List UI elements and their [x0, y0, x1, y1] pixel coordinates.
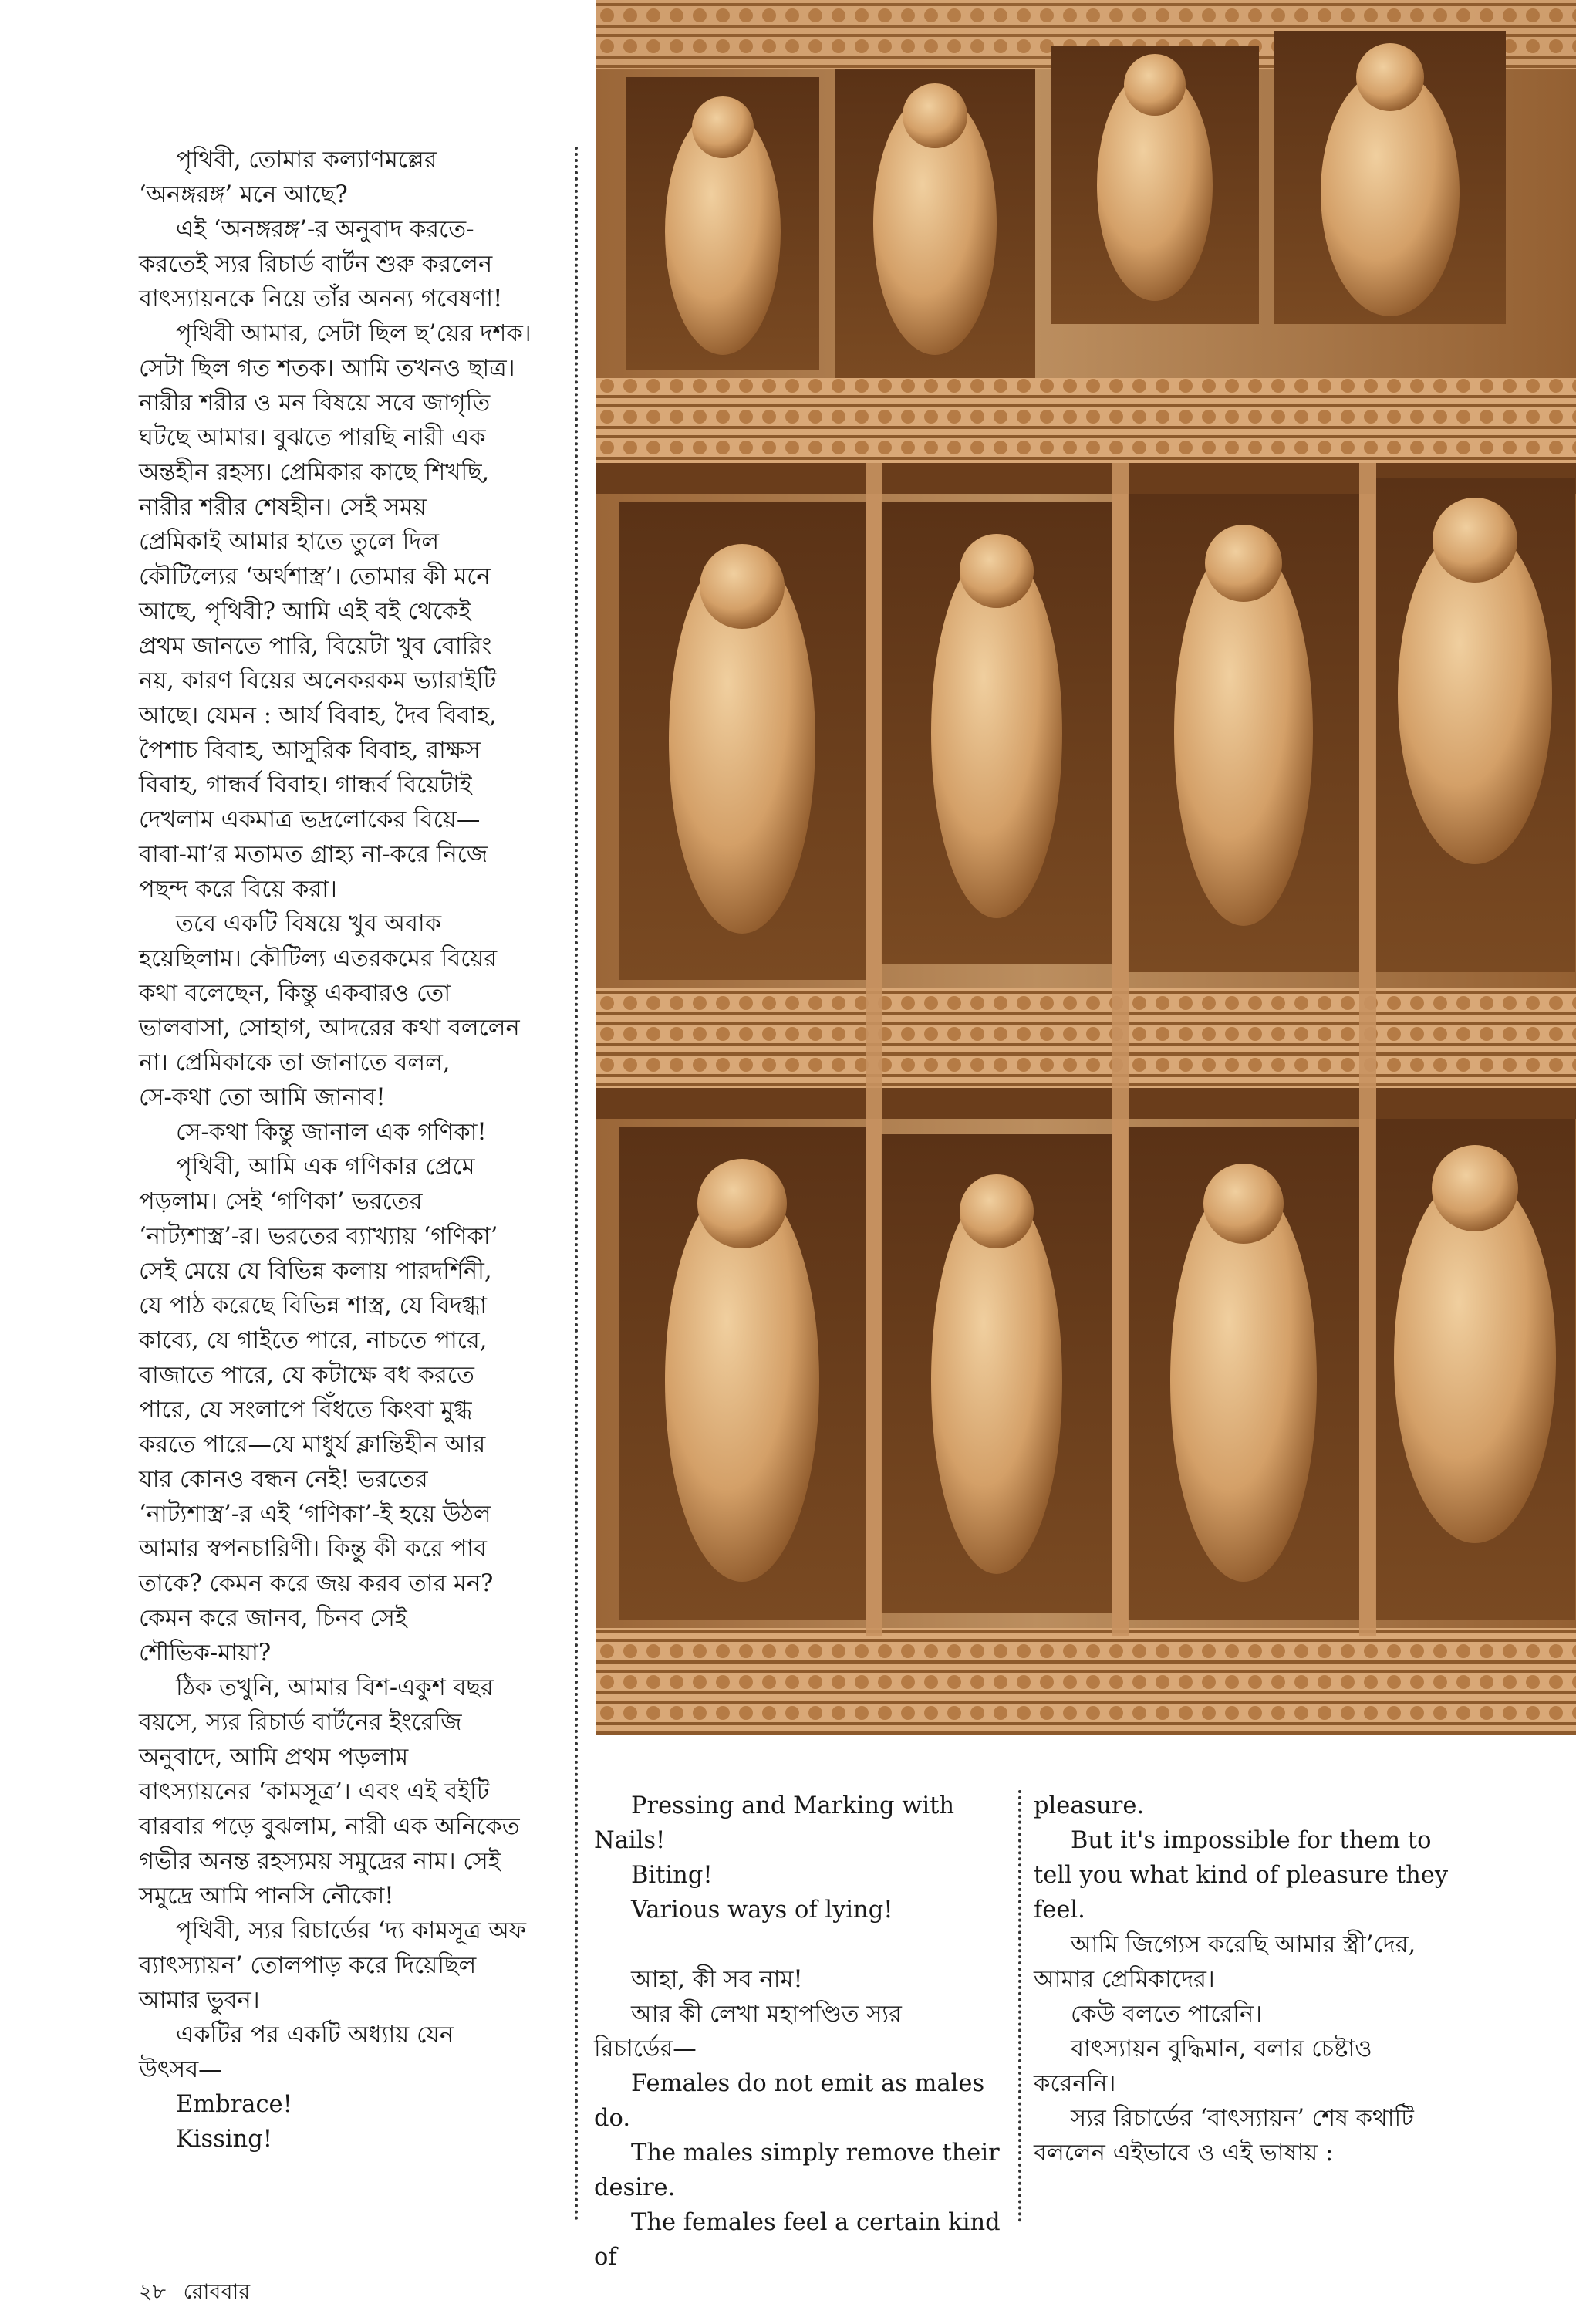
- middle-text-column: [594, 1789, 1003, 2275]
- text-line: সমুদ্রে আমি পানসি নৌকো!: [139, 1883, 394, 1910]
- text-line: কৌটিল্যের ‘অর্থশাস্ত্র’। তোমার কী মনে: [139, 563, 491, 590]
- text-line: ঘটছে আমার। বুঝতে পারছি নারী এক: [139, 424, 486, 451]
- text-line: Pressing and Marking with Nails!: [594, 1792, 954, 1854]
- text-line: সে-কথা তো আমি জানাব!: [139, 1084, 386, 1111]
- text-line: আমার স্বপনচারিণী। কিন্তু কী করে পাব: [139, 1535, 488, 1562]
- text-line: অন্তহীন রহস্য। প্রেমিকার কাছে শিখছি,: [139, 459, 490, 486]
- text-line: করেননি।: [1034, 2070, 1116, 2097]
- text-line: রিচার্ডের—: [594, 2035, 697, 2062]
- text-line: বারবার পড়ে বুঝলাম, নারী এক অনিকেত: [139, 1813, 520, 1840]
- text-line: The females feel a certain kind of: [594, 2209, 1001, 2271]
- text-line: তাকে? কেমন করে জয় করব তার মন?: [139, 1570, 494, 1597]
- text-line: বললেন এইভাবে ও এই ভাষায় :: [1034, 2140, 1334, 2167]
- text-line: ভালবাসা, সোহাগ, আদরের কথা বললেন: [139, 1015, 520, 1042]
- text-line: বাবা-মা’র মতামত গ্রাহ্য না-করে নিজে: [139, 841, 488, 868]
- text-line: নারীর শরীর ও মন বিষয়ে সবে জাগৃতি: [139, 390, 491, 417]
- text-line: পৃথিবী, আমি এক গণিকার প্রেমে: [176, 1154, 475, 1181]
- dotted-column-divider: [575, 147, 578, 2222]
- text-line: আমার প্রেমিকাদের।: [1034, 1966, 1215, 1993]
- text-line: আমি জিগ্যেস করেছি আমার স্ত্রী’দের,: [1071, 1931, 1416, 1958]
- text-line: স্যর রিচার্ডের ‘বাৎস্যায়ন’ শেষ কথাটি: [1071, 2105, 1414, 2132]
- text-line: দেখলাম একমাত্র ভদ্রলোকের বিয়ে—: [139, 806, 481, 833]
- text-line: হয়েছিলাম। কৌটিল্য এতরকমের বিয়ের: [139, 945, 498, 972]
- text-line: বাজাতে পারে, যে কটাক্ষে বধ করতে: [139, 1362, 474, 1389]
- text-line: পৃথিবী আমার, সেটা ছিল ছ’য়ের দশক।: [176, 320, 532, 347]
- text-line: প্রথম জানতে পারি, বিয়েটা খুব বোরিং: [139, 633, 492, 660]
- text-line: আছে, পৃথিবী? আমি এই বই থেকেই: [139, 598, 471, 625]
- text-line: আহা, কী সব নাম!: [631, 1966, 803, 1993]
- text-line: নারীর শরীর শেষহীন। সেই সময়: [139, 494, 427, 521]
- text-line: উৎসব—: [139, 2056, 222, 2083]
- text-line: The males simply remove their: [631, 2140, 1000, 2167]
- text-line: But it's impossible for them to: [1071, 1827, 1432, 1854]
- text-line: ব্যাৎস্যায়ন’ তোলপাড় করে দিয়েছিল: [139, 1952, 477, 1979]
- text-line: সেই মেয়ে যে বিভিন্ন কলায় পারদর্শিনী,: [139, 1258, 492, 1285]
- text-line: সেটা ছিল গত শতক। আমি তখনও ছাত্র।: [139, 355, 515, 382]
- text-line: পড়লাম। সেই ‘গণিকা’ ভরতের: [139, 1188, 423, 1215]
- text-line: pleasure.: [1034, 1792, 1145, 1819]
- right-text-column: [1034, 1789, 1466, 2170]
- text-line: নয়, কারণ বিয়ের অনেকরকম ভ্যারাইটি: [139, 667, 497, 694]
- text-line: বয়সে, স্যর রিচার্ড বার্টনের ইংরেজি: [139, 1709, 462, 1736]
- text-line: tell you what kind of pleasure they: [1034, 1862, 1449, 1889]
- text-line: Females do not emit as males do.: [594, 2070, 985, 2132]
- text-line: অনুবাদে, আমি প্রথম পড়লাম: [139, 1744, 409, 1771]
- magazine-name: রোববার: [183, 2280, 251, 2304]
- text-line: পৃথিবী, স্যর রিচার্ডের ‘দ্য কামসূত্র অফ: [176, 1917, 527, 1944]
- text-line: তবে একটি বিষয়ে খুব অবাক: [176, 910, 442, 937]
- text-line: আছে। যেমন : আর্য বিবাহ, দৈব বিবাহ,: [139, 702, 497, 729]
- text-line: কেমন করে জানব, চিনব সেই: [139, 1605, 407, 1632]
- temple-sculpture-photo: [596, 0, 1576, 1735]
- text-line: সে-কথা কিন্তু জানাল এক গণিকা!: [176, 1119, 487, 1146]
- dotted-column-divider: [1018, 1790, 1021, 2222]
- text-line: করতে পারে—যে মাধুর্য ক্লান্তিহীন আর: [139, 1431, 486, 1458]
- text-line: আর কী লেখা মহাপণ্ডিত স্যর: [631, 2001, 902, 2028]
- text-line: পছন্দ করে বিয়ে করা।: [139, 876, 337, 903]
- page-number: ২৮: [139, 2280, 167, 2304]
- text-line: কাব্যে, যে গাইতে পারে, নাচতে পারে,: [139, 1327, 488, 1354]
- text-line: Various ways of lying!: [631, 1897, 893, 1924]
- text-line: ‘অনঙ্গরঙ্গ’ মনে আছে?: [139, 181, 348, 208]
- text-line: Embrace!: [176, 2091, 292, 2118]
- text-line: এই ‘অনঙ্গরঙ্গ’-র অনুবাদ করতে-: [176, 216, 474, 243]
- text-line: Kissing!: [176, 2126, 273, 2153]
- text-line: প্রেমিকাই আমার হাতে তুলে দিল: [139, 529, 440, 556]
- text-line: গভীর অনন্ত রহস্যময় সমুদ্রের নাম। সেই: [139, 1848, 501, 1875]
- text-line: feel.: [1034, 1897, 1085, 1924]
- page-footer: [139, 2276, 261, 2311]
- text-line: একটির পর একটি অধ্যায় যেন: [176, 2022, 454, 2049]
- text-line: ‘নাট্যশাস্ত্র’-র এই ‘গণিকা’-ই হয়ে উঠল: [139, 1501, 491, 1528]
- text-line: যে পাঠ করেছে বিভিন্ন শাস্ত্র, যে বিদগ্ধা: [139, 1292, 487, 1319]
- text-line: কথা বলেছেন, কিন্তু একবারও তো: [139, 980, 451, 1007]
- text-line: পৈশাচ বিবাহ, আসুরিক বিবাহ, রাক্ষস: [139, 737, 481, 764]
- text-line: পারে, যে সংলাপে বিঁধতে কিংবা মুগ্ধ: [139, 1397, 472, 1424]
- text-line: করতেই স্যর রিচার্ড বার্টন শুরু করলেন: [139, 251, 493, 278]
- text-line: আমার ভুবন।: [139, 1987, 260, 2014]
- text-line: শৌভিক-মায়া?: [139, 1640, 272, 1667]
- text-line: ঠিক তখুনি, আমার বিশ-একুশ বছর: [176, 1674, 494, 1701]
- text-line: ‘নাট্যশাস্ত্র’-র। ভরতের ব্যাখ্যায় ‘গণিকা’: [139, 1223, 498, 1250]
- text-line: বিবাহ, গান্ধর্ব বিবাহ। গান্ধর্ব বিয়েটাই: [139, 772, 472, 799]
- left-text-column: [139, 143, 562, 2157]
- text-line: যার কোনও বন্ধন নেই! ভরতের: [139, 1466, 428, 1493]
- text-line: কেউ বলতে পারেনি।: [1071, 2001, 1263, 2028]
- text-line: desire.: [594, 2174, 676, 2201]
- text-line: বাৎস্যায়নের ‘কামসূত্র’। এবং এই বইটি: [139, 1778, 490, 1805]
- text-line: বাৎস্যায়নকে নিয়ে তাঁর অনন্য গবেষণা!: [139, 285, 503, 312]
- text-line: [594, 1927, 1003, 1962]
- text-line: বাৎস্যায়ন বুদ্ধিমান, বলার চেষ্টাও: [1071, 2035, 1372, 2062]
- text-line: Biting!: [631, 1862, 713, 1889]
- text-line: পৃথিবী, তোমার কল্যাণমল্লের: [176, 147, 437, 174]
- text-line: না। প্রেমিকাকে তা জানাতে বলল,: [139, 1049, 451, 1076]
